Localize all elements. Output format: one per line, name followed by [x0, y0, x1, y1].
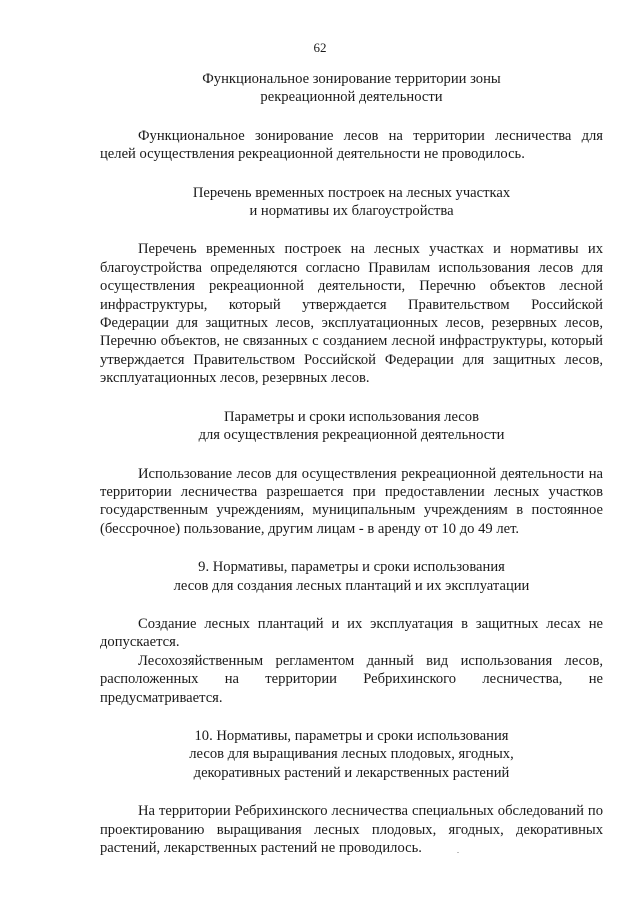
- paragraph-recreation-parameters: Использование лесов для осуществления рекреационной деятельности на территории лесничества разрешается при предоставлении лесных участков государственным учреждениям, муниципальным учреждениям в постоянное (бессрочное) пользование, другим лицам - в аренду от 10 до 49 лет.: [100, 465, 603, 537]
- section-heading-zoning: Функциональное зонирование территории зоны рекреационной деятельности: [202, 71, 501, 106]
- paragraph-fruit-plants: На территории Ребрихинского лесничества специальных обследований по проектированию выращивания лесных плодовых, ягодных, декоративных растений, лекарственных растений не проводилось.: [100, 803, 603, 856]
- paragraph-plantations-protective: Создание лесных плантаций и их эксплуатация в защитных лесах не допускается.: [100, 615, 603, 651]
- section-heading-plantations: 9. Нормативы, параметры и сроки использования лесов для создания лесных плантаций и их эксплуатации: [173, 559, 530, 594]
- paragraph-zoning: Функциональное зонирование лесов на территории лесничества для целей осуществления рекреационной деятельности не проводилось.: [100, 127, 603, 163]
- scan-speck: [457, 852, 459, 853]
- paragraph-plantations-regulation: Лесохозяйственным регламентом данный вид использования лесов, расположенных на территории Ребрихинского лесничества, не предусматривается.: [100, 652, 603, 706]
- section-heading-recreation-parameters: Параметры и сроки использования лесов для осуществления рекреационной деятельности: [198, 408, 505, 444]
- section-heading-temporary-buildings: Перечень временных построек на лесных участках и нормативы их благоустройства: [192, 184, 511, 220]
- section-heading-fruit-plants: 10. Нормативы, параметры и сроки использования лесов для выращивания лесных плодовых, ягодных, декоративных растений и лекарственных растений: [189, 727, 514, 781]
- paragraph-temporary-buildings: Перечень временных построек на лесных участках и нормативы их благоустройства определяются согласно Правилам использования лесов для осуществления рекреационной деятельности, Перечню объектов лесной инфраструктуры, который утверждается Правительством Российской Федерации для защитных лесов, эксплуатационных лесов, резервных лесов, Перечню объектов, не связанных с созданием лесной инфраструктуры, который утверждается Правительством Российской Федерации для защитных лесов, эксплуатационных лесов, резервных лесов.: [100, 241, 603, 387]
- document-body: [100, 70, 603, 857]
- page-number: 62: [313, 40, 327, 55]
